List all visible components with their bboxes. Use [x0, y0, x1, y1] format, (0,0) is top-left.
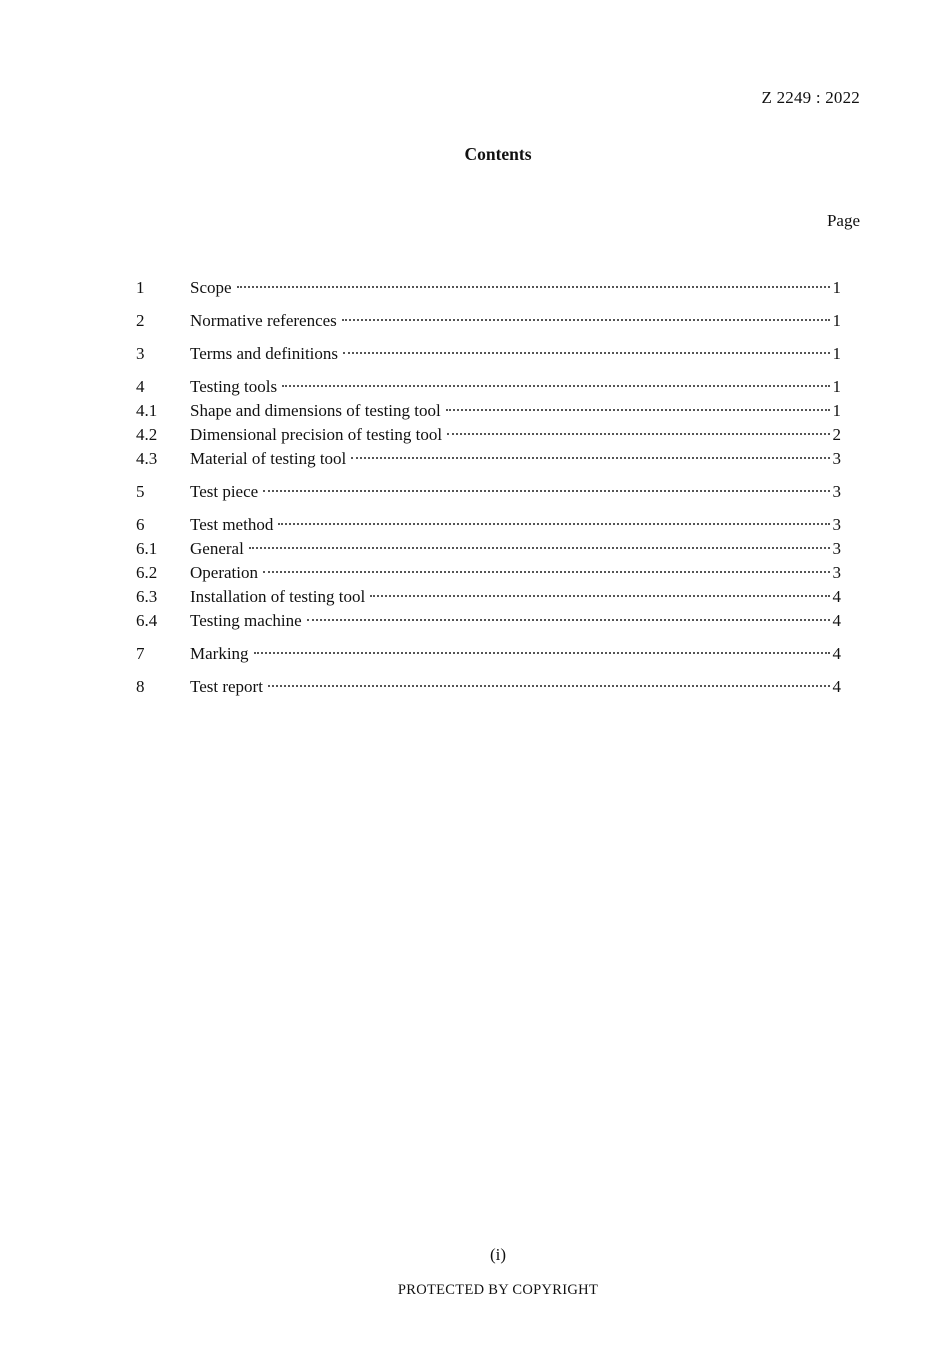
- toc-entry-number: 6.4: [136, 611, 158, 630]
- toc-entry-title: Test report: [190, 677, 263, 696]
- page-column-label: Page: [826, 211, 860, 230]
- toc-entry-page: 4: [832, 677, 841, 696]
- dot-leader: [278, 523, 829, 525]
- toc-entry-marking[interactable]: [136, 644, 841, 668]
- contents-title: Contents: [464, 144, 532, 164]
- toc-entry-general[interactable]: [136, 539, 841, 563]
- dot-leader: [342, 319, 830, 321]
- toc-entry-page: 3: [832, 563, 841, 582]
- toc-entry-number: 4.1: [136, 401, 158, 420]
- toc-entry-number: 4: [136, 377, 145, 396]
- dot-leader: [263, 490, 829, 492]
- toc-entry-title: Installation of testing tool: [190, 587, 366, 606]
- toc-entry-title: Testing machine: [190, 611, 302, 630]
- toc-entry-operation[interactable]: [136, 563, 841, 587]
- toc-entry-title: Test method: [190, 515, 274, 534]
- toc-entry-material-of-testing-tool[interactable]: [136, 449, 841, 473]
- toc-entry-title: Test piece: [190, 482, 259, 501]
- document-id: Z 2249 : 2022: [761, 88, 860, 107]
- toc-entry-number: 8: [136, 677, 145, 696]
- toc-entry-number: 3: [136, 344, 145, 363]
- dot-leader: [351, 457, 829, 459]
- toc-entry-number: 7: [136, 644, 145, 663]
- toc-entry-page: 1: [832, 311, 841, 330]
- toc-entry-shape-and-dimensions[interactable]: [136, 401, 841, 425]
- toc-entry-number: 2: [136, 311, 145, 330]
- page-number: (i): [489, 1245, 507, 1264]
- toc-entry-installation-of-testing-tool[interactable]: [136, 587, 841, 611]
- dot-leader: [268, 685, 830, 687]
- toc-entry-page: 4: [832, 587, 841, 606]
- dot-leader: [343, 352, 829, 354]
- toc-entry-title: Terms and definitions: [190, 344, 339, 363]
- toc-entry-page: 3: [832, 515, 841, 534]
- toc-entry-title: Dimensional precision of testing tool: [190, 425, 443, 444]
- toc-entry-title: Normative references: [190, 311, 337, 330]
- toc-entry-normative-references[interactable]: [136, 311, 841, 335]
- toc-entry-number: 4.2: [136, 425, 158, 444]
- toc-entry-terms-and-definitions[interactable]: [136, 344, 841, 368]
- toc-entry-test-method[interactable]: [136, 515, 841, 539]
- toc-entry-number: 5: [136, 482, 145, 501]
- dot-leader: [282, 385, 829, 387]
- toc-entry-title: Scope: [190, 278, 232, 297]
- toc-entry-number: 4.3: [136, 449, 158, 468]
- dot-leader: [446, 409, 830, 411]
- toc-entry-page: 2: [832, 425, 841, 444]
- toc-entry-dimensional-precision[interactable]: [136, 425, 841, 449]
- toc-entry-page: 4: [832, 644, 841, 663]
- toc-entry-scope[interactable]: [136, 278, 841, 302]
- toc-entry-number: 6.1: [136, 539, 158, 558]
- toc-entry-title: Material of testing tool: [190, 449, 347, 468]
- toc-entry-number: 6: [136, 515, 145, 534]
- toc-entry-test-piece[interactable]: [136, 482, 841, 506]
- toc-entry-title: Testing tools: [190, 377, 278, 396]
- toc-entry-testing-machine[interactable]: [136, 611, 841, 635]
- toc-entry-number: 6.3: [136, 587, 158, 606]
- dot-leader: [237, 286, 830, 288]
- toc-entry-testing-tools[interactable]: [136, 377, 841, 401]
- dot-leader: [254, 652, 830, 654]
- dot-leader: [263, 571, 830, 573]
- copyright-notice: PROTECTED BY COPYRIGHT: [397, 1282, 599, 1298]
- toc-entry-title: General: [190, 539, 244, 558]
- toc-entry-page: 3: [832, 482, 841, 501]
- toc-entry-page: 1: [832, 377, 841, 396]
- toc-entry-title: Marking: [190, 644, 249, 663]
- toc-entry-title: Operation: [190, 563, 258, 582]
- toc-entry-number: 1: [136, 278, 145, 297]
- table-of-contents: [136, 278, 841, 701]
- dot-leader: [447, 433, 829, 435]
- toc-entry-page: 3: [832, 539, 841, 558]
- dot-leader: [307, 619, 830, 621]
- toc-entry-page: 1: [832, 344, 841, 363]
- toc-entry-number: 6.2: [136, 563, 158, 582]
- toc-entry-test-report[interactable]: [136, 677, 841, 701]
- toc-entry-title: Shape and dimensions of testing tool: [190, 401, 441, 420]
- toc-entry-page: 1: [832, 401, 841, 420]
- dot-leader: [370, 595, 829, 597]
- toc-entry-page: 4: [832, 611, 841, 630]
- dot-leader: [249, 547, 830, 549]
- toc-entry-page: 3: [832, 449, 841, 468]
- toc-entry-page: 1: [832, 278, 841, 297]
